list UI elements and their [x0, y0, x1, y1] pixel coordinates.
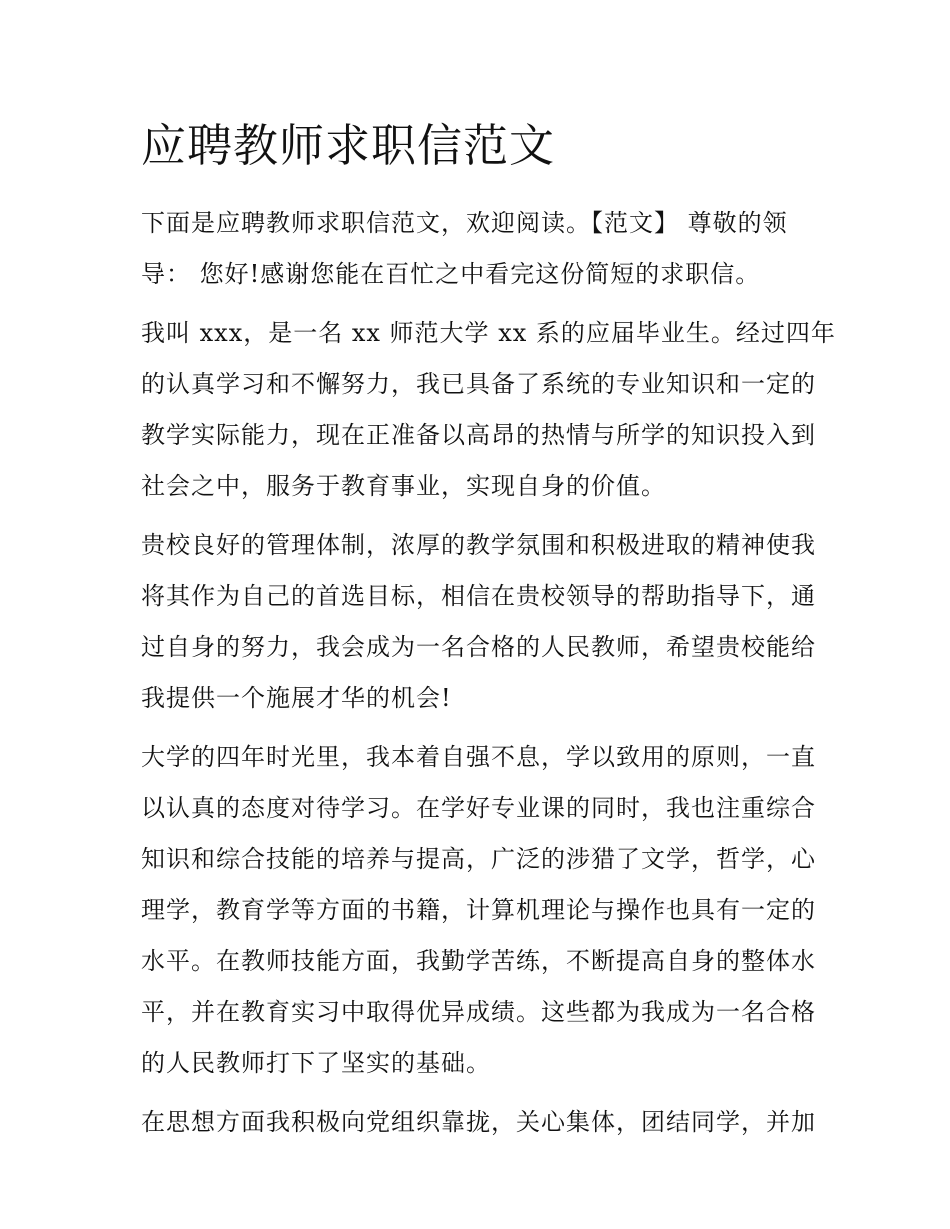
paragraph-line: 社会之中，服务于教育事业，实现自身的价值。	[141, 472, 666, 500]
paragraph-ideology	[141, 1097, 816, 1148]
paragraph-line: 我提供一个施展才华的机会!	[141, 684, 452, 712]
paragraph-line: 理学，教育学等方面的书籍，计算机理论与操作也具有一定的	[141, 896, 816, 924]
paragraph-line: 平，并在教育实习中取得优异成绩。这些都为我成为一名合格	[141, 998, 816, 1026]
paragraph-self-introduction	[141, 308, 836, 512]
paragraph-line: 在思想方面我积极向党组织靠拢，关心集体，团结同学，并加	[141, 1108, 816, 1136]
paragraph-line: 导： 您好!感谢您能在百忙之中看完这份简短的求职信。	[141, 260, 761, 288]
document-title: 应聘教师求职信范文	[141, 119, 556, 172]
paragraph-line: 以认真的态度对待学习。在学好专业课的同时，我也注重综合	[141, 794, 816, 822]
paragraph-line: 水平。在教师技能方面，我勤学苦练，不断提高自身的整体水	[141, 947, 816, 975]
document-body	[141, 198, 836, 1156]
paragraph-line: 的人民教师打下了坚实的基础。	[141, 1049, 491, 1077]
paragraph-line: 知识和综合技能的培养与提高，广泛的涉猎了文学，哲学，心	[141, 845, 816, 873]
paragraph-line: 贵校良好的管理体制，浓厚的教学氛围和积极进取的精神使我	[141, 531, 816, 559]
paragraph-university-study	[141, 732, 816, 1089]
paragraph-line: 过自身的努力，我会成为一名合格的人民教师，希望贵校能给	[141, 633, 816, 661]
paragraph-line: 的认真学习和不懈努力，我已具备了系统的专业知识和一定的	[141, 370, 816, 398]
paragraph-line: 教学实际能力，现在正准备以高昂的热情与所学的知识投入到	[141, 421, 816, 449]
paragraph-intro	[141, 198, 813, 300]
paragraph-line: 下面是应聘教师求职信范文，欢迎阅读。【范文】 尊敬的领	[141, 209, 788, 237]
paragraph-line: 大学的四年时光里，我本着自强不息，学以致用的原则，一直	[141, 743, 816, 771]
paragraph-school-choice	[141, 520, 816, 724]
paragraph-line: 我叫 xxx，是一名 xx 师范大学 xx 系的应届毕业生。经过四年	[141, 319, 836, 347]
paragraph-line: 将其作为自己的首选目标，相信在贵校领导的帮助指导下，通	[141, 582, 816, 610]
